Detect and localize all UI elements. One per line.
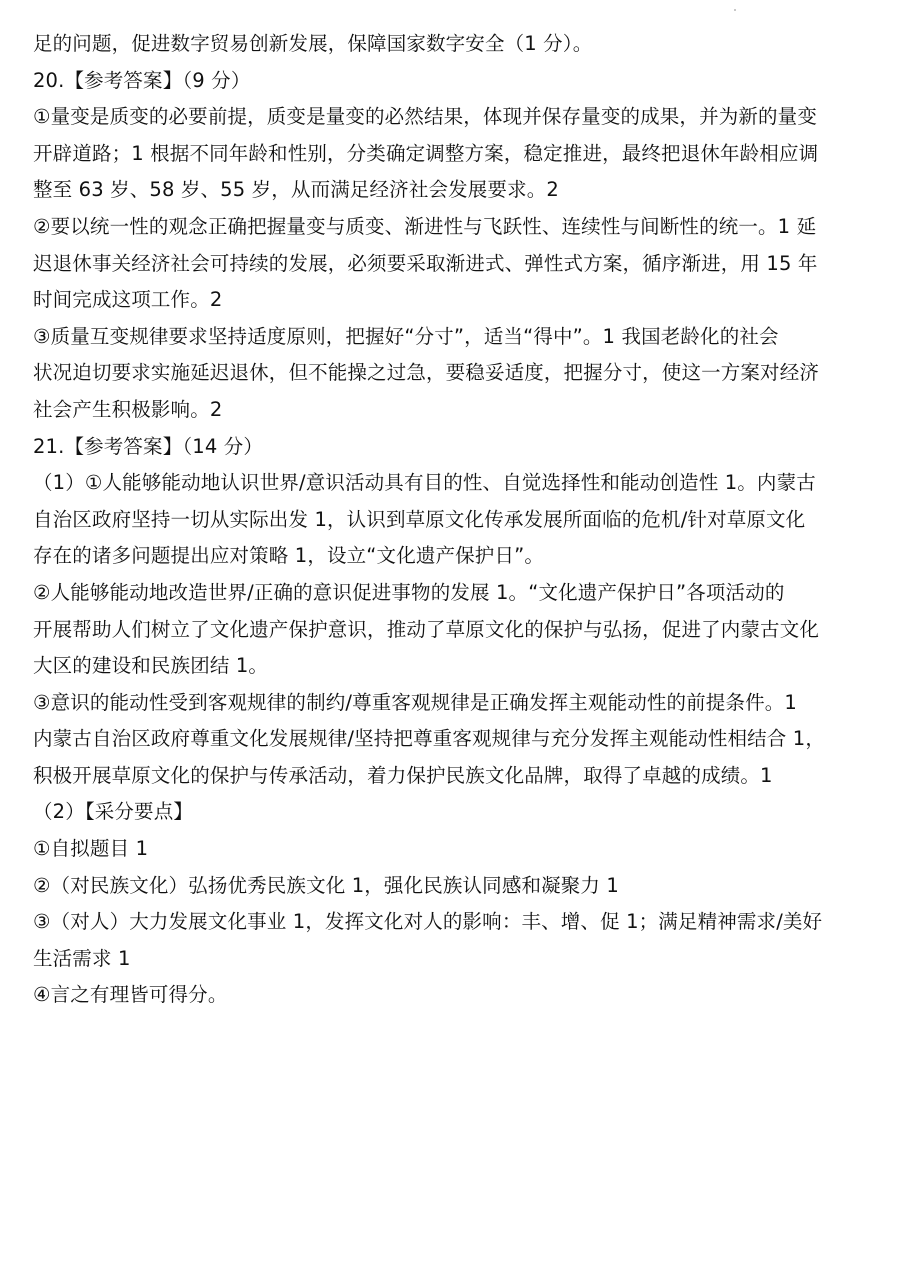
text-line: 内蒙古自治区政府尊重文化发展规律/坚持把尊重客观规律与充分发挥主观能动性相结合 1，	[33, 727, 825, 751]
text-line: ②（对民族文化）弘扬优秀民族文化 1，强化民族认同感和凝聚力 1	[33, 873, 619, 897]
text-line: ①自拟题目 1	[33, 837, 149, 861]
text-line: 存在的诸多问题提出应对策略 1，设立“文化遗产保护日”。	[33, 544, 545, 568]
text-line: ③意识的能动性受到客观规律的制约/尊重客观规律是正确发挥主观能动性的前提条件。1	[33, 690, 797, 714]
scoring-points-heading: （2）【采分要点】	[33, 800, 194, 824]
text-line: 自治区政府坚持一切从实际出发 1，认识到草原文化传承发展所面临的危机/针对草原文化	[33, 507, 806, 531]
text-line: ①量变是质变的必要前提，质变是量变的必然结果，体现并保存量变的成果，并为新的量变	[33, 105, 817, 129]
text-line: ③质量互变规律要求坚持适度原则，把握好“分寸”，适当“得中”。1 我国老龄化的社会	[33, 324, 779, 348]
text-line: ②要以统一性的观念正确把握量变与质变、渐进性与飞跃性、连续性与间断性的统一。1 延	[33, 214, 817, 238]
text-line: ④言之有理皆可得分。	[33, 983, 228, 1007]
text-line: 时间完成这项工作。2	[33, 288, 223, 312]
answer-text-block	[33, 26, 867, 1014]
text-line: 积极开展草原文化的保护与传承活动，着力保护民族文化品牌，取得了卓越的成绩。1	[33, 763, 773, 787]
text-line: 大区的建设和民族团结 1。	[33, 654, 269, 678]
text-line: ③（对人）大力发展文化事业 1，发挥文化对人的影响：丰、增、促 1；满足精神需求/美好	[33, 910, 823, 934]
text-line: 整至 63 岁、58 岁、55 岁，从而满足经济社会发展要求。2	[33, 178, 559, 202]
question-21-heading: 21.【参考答案】（14 分）	[33, 434, 264, 458]
text-line: 生活需求 1	[33, 946, 131, 970]
scan-dot	[734, 9, 736, 11]
text-line: 状况迫切要求实施延迟退休，但不能操之过急，要稳妥适度，把握分寸，使这一方案对经济	[33, 361, 820, 385]
question-20-heading: 20.【参考答案】（9 分）	[33, 68, 251, 92]
text-line: 社会产生积极影响。2	[33, 397, 223, 421]
text-line: 迟退休事关经济社会可持续的发展，必须要采取渐进式、弹性式方案，循序渐进，用 15 年	[33, 251, 818, 275]
text-line: 足的问题，促进数字贸易创新发展，保障国家数字安全（1 分）。	[33, 32, 593, 55]
text-line: ②人能够能动地改造世界/正确的意识促进事物的发展 1。“文化遗产保护日”各项活动的	[33, 580, 785, 604]
text-line: 开展帮助人们树立了文化遗产保护意识，推动了草原文化的保护与弘扬，促进了内蒙古文化	[33, 617, 820, 641]
text-line: （1）①人能够能动地认识世界/意识活动具有目的性、自觉选择性和能动创造性 1。内蒙古	[33, 471, 816, 495]
text-line: 开辟道路；1 根据不同年龄和性别，分类确定调整方案，稳定推进，最终把退休年龄相应调	[33, 141, 819, 165]
